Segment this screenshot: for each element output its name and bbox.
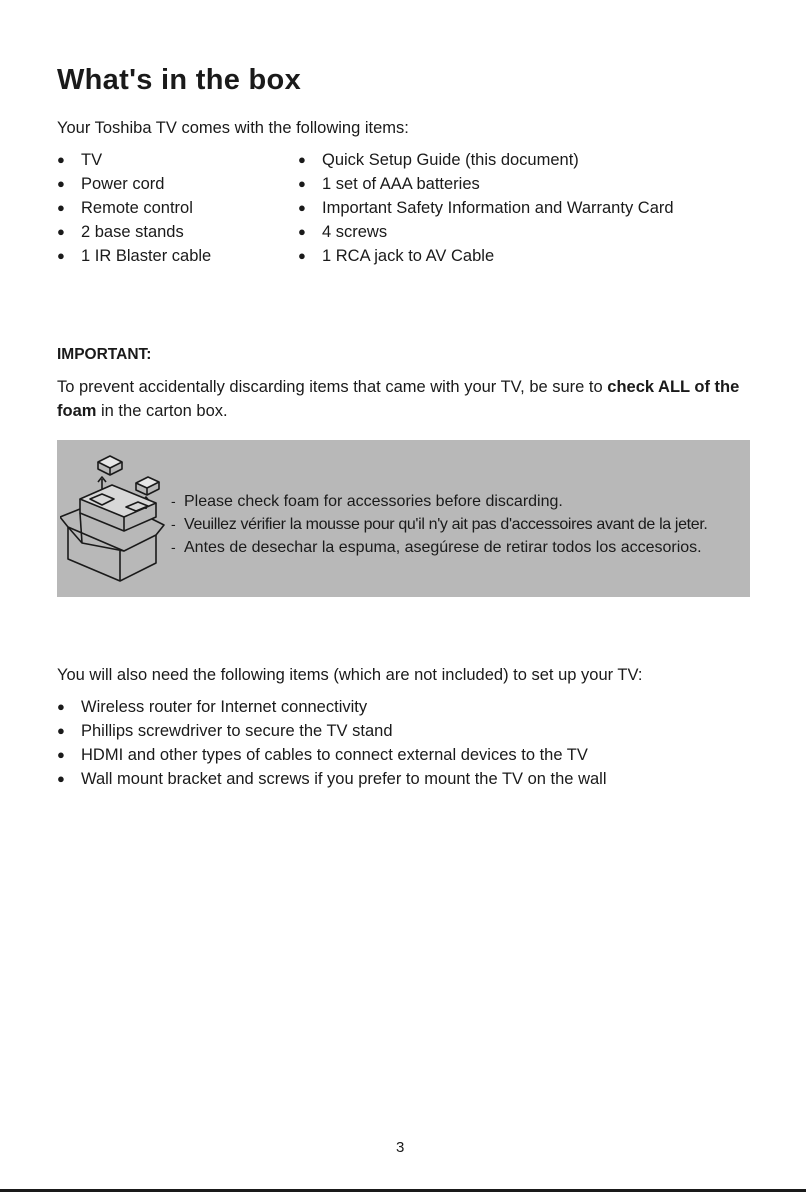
page-title: What's in the box	[57, 64, 301, 96]
list-item-label: Remote control	[81, 199, 193, 217]
warning-line: Please check foam for accessories before discarding.	[184, 493, 563, 510]
bullet-icon: ●	[57, 723, 65, 738]
box-items-list-left	[57, 148, 211, 268]
bullet-icon: ●	[298, 248, 306, 263]
list-item-label: Power cord	[81, 175, 165, 193]
list-item	[298, 148, 674, 172]
bullet-icon: ●	[57, 248, 65, 263]
bullet-icon: ●	[298, 224, 306, 239]
list-item	[57, 172, 211, 196]
bullet-icon: ●	[57, 224, 65, 239]
warning-line: Antes de desechar la espuma, asegúrese de retirar todos los accesorios.	[184, 539, 702, 556]
bullet-icon: ●	[57, 771, 65, 786]
bullet-icon: ●	[57, 699, 65, 714]
warning-line: Veuillez vérifier la mousse pour qu'il n'y ait pas d'accessoires avant de la jeter.	[184, 516, 708, 533]
bullet-icon: ●	[57, 176, 65, 191]
bullet-icon: ●	[298, 176, 306, 191]
important-text-end: in the carton box.	[96, 402, 228, 420]
dash-icon: -	[171, 539, 176, 555]
important-heading: IMPORTANT:	[57, 346, 152, 363]
list-item-label: 1 RCA jack to AV Cable	[322, 247, 495, 265]
list-item	[57, 220, 211, 244]
list-item	[57, 244, 211, 268]
foam-warning-text	[171, 490, 708, 559]
bullet-icon: ●	[298, 152, 306, 167]
list-item	[298, 196, 674, 220]
list-item-label: Phillips screwdriver to secure the TV stand	[81, 722, 393, 740]
bullet-icon: ●	[298, 200, 306, 215]
box-items-list-right	[298, 148, 674, 268]
list-item-label: 2 base stands	[81, 223, 184, 241]
list-item-label: 4 screws	[322, 223, 388, 241]
list-item-label: Quick Setup Guide (this document)	[322, 151, 579, 169]
list-item	[298, 220, 674, 244]
list-item	[57, 196, 211, 220]
list-item	[57, 719, 607, 743]
additional-items-intro: You will also need the following items (which are not included) to set up your TV:	[57, 666, 643, 684]
list-item	[298, 172, 674, 196]
list-item-label: 1 set of AAA batteries	[322, 175, 480, 193]
list-item-label: TV	[81, 151, 103, 169]
list-item-label: Wall mount bracket and screws if you prefer to mount the TV on the wall	[81, 770, 607, 788]
list-item	[57, 767, 607, 791]
list-item	[57, 695, 607, 719]
box-contents-intro: Your Toshiba TV comes with the following items:	[57, 119, 409, 137]
list-item-label: HDMI and other types of cables to connect external devices to the TV	[81, 746, 588, 764]
important-emphasis: check ALL of the foam	[57, 378, 740, 420]
open-carton-box-icon	[60, 455, 168, 585]
foam-warning-english	[171, 490, 708, 513]
bullet-icon: ●	[57, 747, 65, 762]
dash-icon: -	[171, 516, 176, 532]
bullet-icon: ●	[57, 152, 65, 167]
important-paragraph	[57, 375, 757, 423]
dash-icon: -	[171, 493, 176, 509]
list-item	[298, 244, 674, 268]
list-item-label: Wireless router for Internet connectivity	[81, 698, 368, 716]
list-item	[57, 148, 211, 172]
foam-warning-spanish	[171, 536, 708, 559]
bullet-icon: ●	[57, 200, 65, 215]
page-number: 3	[396, 1139, 405, 1156]
foam-warning-french	[171, 513, 708, 536]
list-item	[57, 743, 607, 767]
list-item-label: 1 IR Blaster cable	[81, 247, 212, 265]
important-text-start: To prevent accidentally discarding items that came with your TV, be sure to	[57, 378, 608, 396]
list-item-label: Important Safety Information and Warranty Card	[322, 199, 674, 217]
additional-items-list	[57, 695, 607, 791]
